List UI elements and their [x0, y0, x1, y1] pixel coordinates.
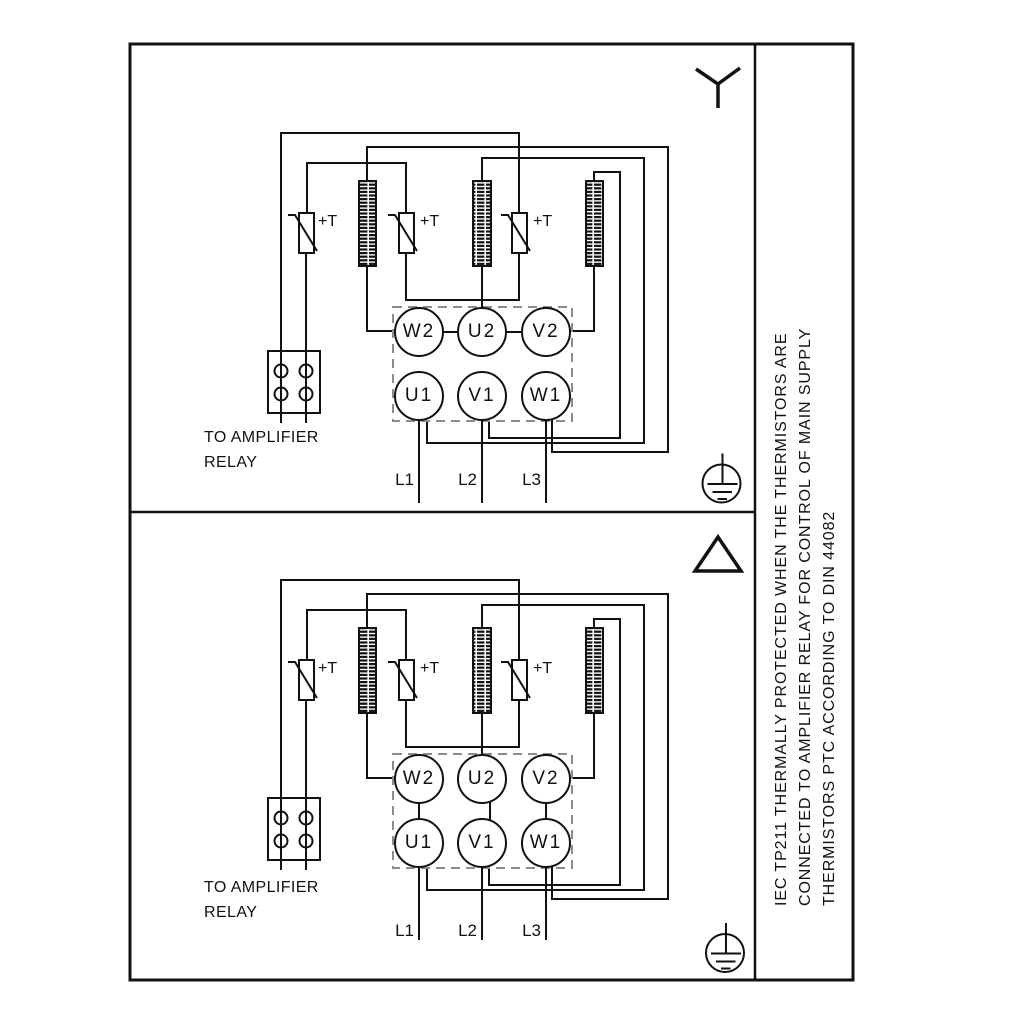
star-connection-icon: [696, 68, 740, 108]
side-note-line1: IEC TP211 THERMALLY PROTECTED WHEN THE THERMISTORS ARE: [773, 332, 790, 906]
terminal-label-u1: U1: [404, 832, 434, 853]
terminal-label-w2: W2: [402, 321, 436, 342]
supply-label-l3: L3: [522, 470, 541, 489]
ground-icon: [706, 923, 744, 972]
thermistor-label: +T: [318, 660, 338, 677]
terminal-label-v2: V2: [532, 321, 560, 342]
relay-caption-line2: RELAY: [204, 454, 258, 471]
terminal-label-v1: V1: [468, 385, 496, 406]
terminal-label-w1: W1: [529, 832, 563, 853]
thermistor-label: +T: [420, 660, 440, 677]
supply-label-l1: L1: [395, 921, 414, 940]
thermistor-label: +T: [318, 213, 338, 230]
terminal-label-w1: W1: [529, 385, 563, 406]
delta-connection-icon: [695, 537, 741, 571]
supply-label-l2: L2: [458, 470, 477, 489]
thermistor-label: +T: [533, 213, 553, 230]
ground-icon: [703, 454, 741, 503]
terminal-label-u2: U2: [467, 768, 497, 789]
thermistor-label: +T: [420, 213, 440, 230]
supply-label-l1: L1: [395, 470, 414, 489]
thermistor-label: +T: [533, 660, 553, 677]
supply-label-l3: L3: [522, 921, 541, 940]
supply-leads: [419, 420, 546, 503]
relay-caption-line1: TO AMPLIFIER: [204, 879, 319, 896]
supply-label-l2: L2: [458, 921, 477, 940]
terminal-label-w2: W2: [402, 768, 436, 789]
terminal-label-u1: U1: [404, 385, 434, 406]
terminal-label-u2: U2: [467, 321, 497, 342]
side-note-line3: THERMISTORS PTC ACCORDING TO DIN 44082: [821, 510, 838, 906]
relay-caption-line1: TO AMPLIFIER: [204, 429, 319, 446]
side-note-line2: CONNECTED TO AMPLIFIER RELAY FOR CONTROL OF MAIN SUPPLY: [797, 327, 814, 906]
delta-bridge-links: [419, 802, 546, 820]
terminal-label-v2: V2: [532, 768, 560, 789]
terminal-label-v1: V1: [468, 832, 496, 853]
relay-caption-line2: RELAY: [204, 904, 258, 921]
